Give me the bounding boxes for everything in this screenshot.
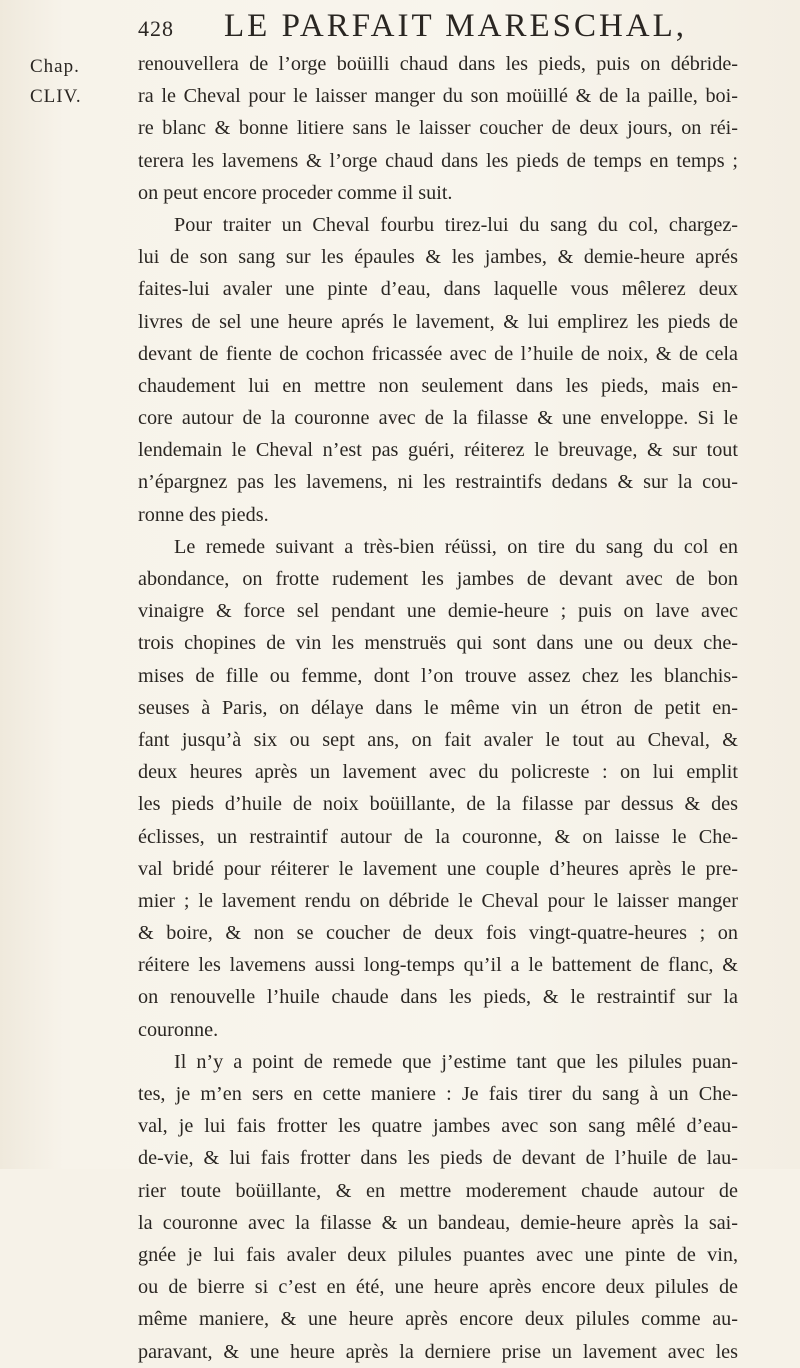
text-line: la couronne avec la filasse & un bandeau, demie-heure après la sai-	[138, 1211, 738, 1234]
text-line: vinaigre & force sel pendant une demie-heure ; puis on lave avec	[138, 600, 738, 623]
text-line: re blanc & bonne litiere sans le laisser coucher de deux jours, on réi-	[138, 117, 738, 140]
text-line: paravant, & une heure après la derniere prise un lavement avec les	[138, 1340, 738, 1363]
text-line: seuses à Paris, on délaye dans le même vin un étron de petit en-	[138, 696, 738, 719]
chapter-label: Chap.	[30, 56, 80, 77]
text-line: les pieds d’huile de noix boüillante, de la filasse par dessus & des	[138, 793, 738, 816]
text-line: ra le Cheval pour le laisser manger du son moüillé & de la paille, boi-	[138, 85, 738, 108]
text-line: de-vie, & lui fais frotter dans les pieds de devant de l’huile de lau-	[138, 1147, 738, 1170]
text-line: réitere les lavemens aussi long-temps qu’il a le battement de flanc, &	[138, 954, 738, 977]
text-line: mises de fille ou femme, dont l’on trouve assez chez les blanchis-	[138, 664, 738, 687]
text-line: terera les lavemens & l’orge chaud dans les pieds de temps en temps ;	[138, 149, 738, 172]
text-line: on renouvelle l’huile chaude dans les pieds, & le restraintif sur la	[138, 986, 738, 1009]
margin-note	[30, 52, 120, 112]
text-line: & boire, & non se coucher de deux fois vingt-quatre-heures ; on	[138, 922, 738, 945]
page-number: 428	[138, 16, 174, 41]
text-line: lui de son sang sur les épaules & les jambes, & demie-heure aprés	[138, 246, 738, 269]
text-line: Il n’y a point de remede que j’estime tant que les pilules puan-	[174, 1050, 738, 1073]
text-line: renouvellera de l’orge boüilli chaud dans les pieds, puis on débride-	[138, 53, 738, 75]
text-line: Le remede suivant a très-bien réüssi, on tire du sang du col en	[174, 535, 738, 558]
text-line: devant de fiente de cochon fricassée avec de l’huile de noix, & de cela	[138, 342, 738, 365]
text-line: éclisses, un restraintif autour de la couronne, & on laisse le Che-	[138, 825, 738, 848]
text-line: abondance, on frotte rudement les jambes de devant avec de bon	[138, 568, 738, 590]
text-line: tes, je m’en sers en cette maniere : Je fais tirer du sang à un Che-	[138, 1083, 738, 1105]
text-line: chaudement lui en mettre non seulement dans les pieds, mais en-	[138, 374, 738, 397]
body-text	[138, 48, 738, 1368]
text-line: val, je lui fais frotter les quatre jambes avec son sang mêlé d’eau-	[138, 1115, 738, 1138]
text-line: fant jusqu’à six ou sept ans, on fait avaler le tout au Cheval, &	[138, 728, 738, 751]
text-line: n’épargnez pas les lavemens, ni les restraintifs dedans & sur la cou-	[138, 471, 738, 494]
text-line: ronne des pieds.	[138, 503, 269, 526]
text-line: deux heures après un lavement avec du policreste : on lui emplit	[138, 761, 738, 784]
text-line: on peut encore proceder comme il suit.	[138, 181, 453, 204]
chapter-number: CLIV.	[30, 86, 82, 107]
page-header	[138, 8, 738, 48]
text-line: livres de sel une heure aprés le lavement, & lui emplirez les pieds de	[138, 310, 738, 333]
text-line: val bridé pour réiterer le lavement une couple d’heures après le pre-	[138, 857, 738, 880]
text-line: même maniere, & une heure après encore deux pilules comme au-	[138, 1308, 738, 1331]
text-line: mier ; le lavement rendu on débride le Cheval pour le laisser manger	[138, 889, 738, 912]
text-line: couronne.	[138, 1018, 219, 1041]
text-line: core autour de la couronne avec de la filasse & une enveloppe. Si le	[138, 407, 738, 430]
text-line: gnée je lui fais avaler deux pilules puantes avec une pinte de vin,	[138, 1243, 738, 1266]
text-line: faites-lui avaler une pinte d’eau, dans laquelle vous mêlerez deux	[138, 278, 738, 301]
text-line: rier toute boüillante, & en mettre moderement chaude autour de	[138, 1179, 738, 1202]
text-line: Pour traiter un Cheval fourbu tirez-lui du sang du col, chargez-	[174, 213, 738, 236]
text-line: trois chopines de vin les menstruës qui sont dans une ou deux che-	[138, 632, 738, 655]
running-head: LE PARFAIT MARESCHAL,	[224, 8, 688, 44]
text-line: ou de bierre si c’est en été, une heure après encore deux pilules de	[138, 1276, 738, 1299]
text-line: lendemain le Cheval n’est pas guéri, réiterez le breuvage, & sur tout	[138, 439, 738, 462]
